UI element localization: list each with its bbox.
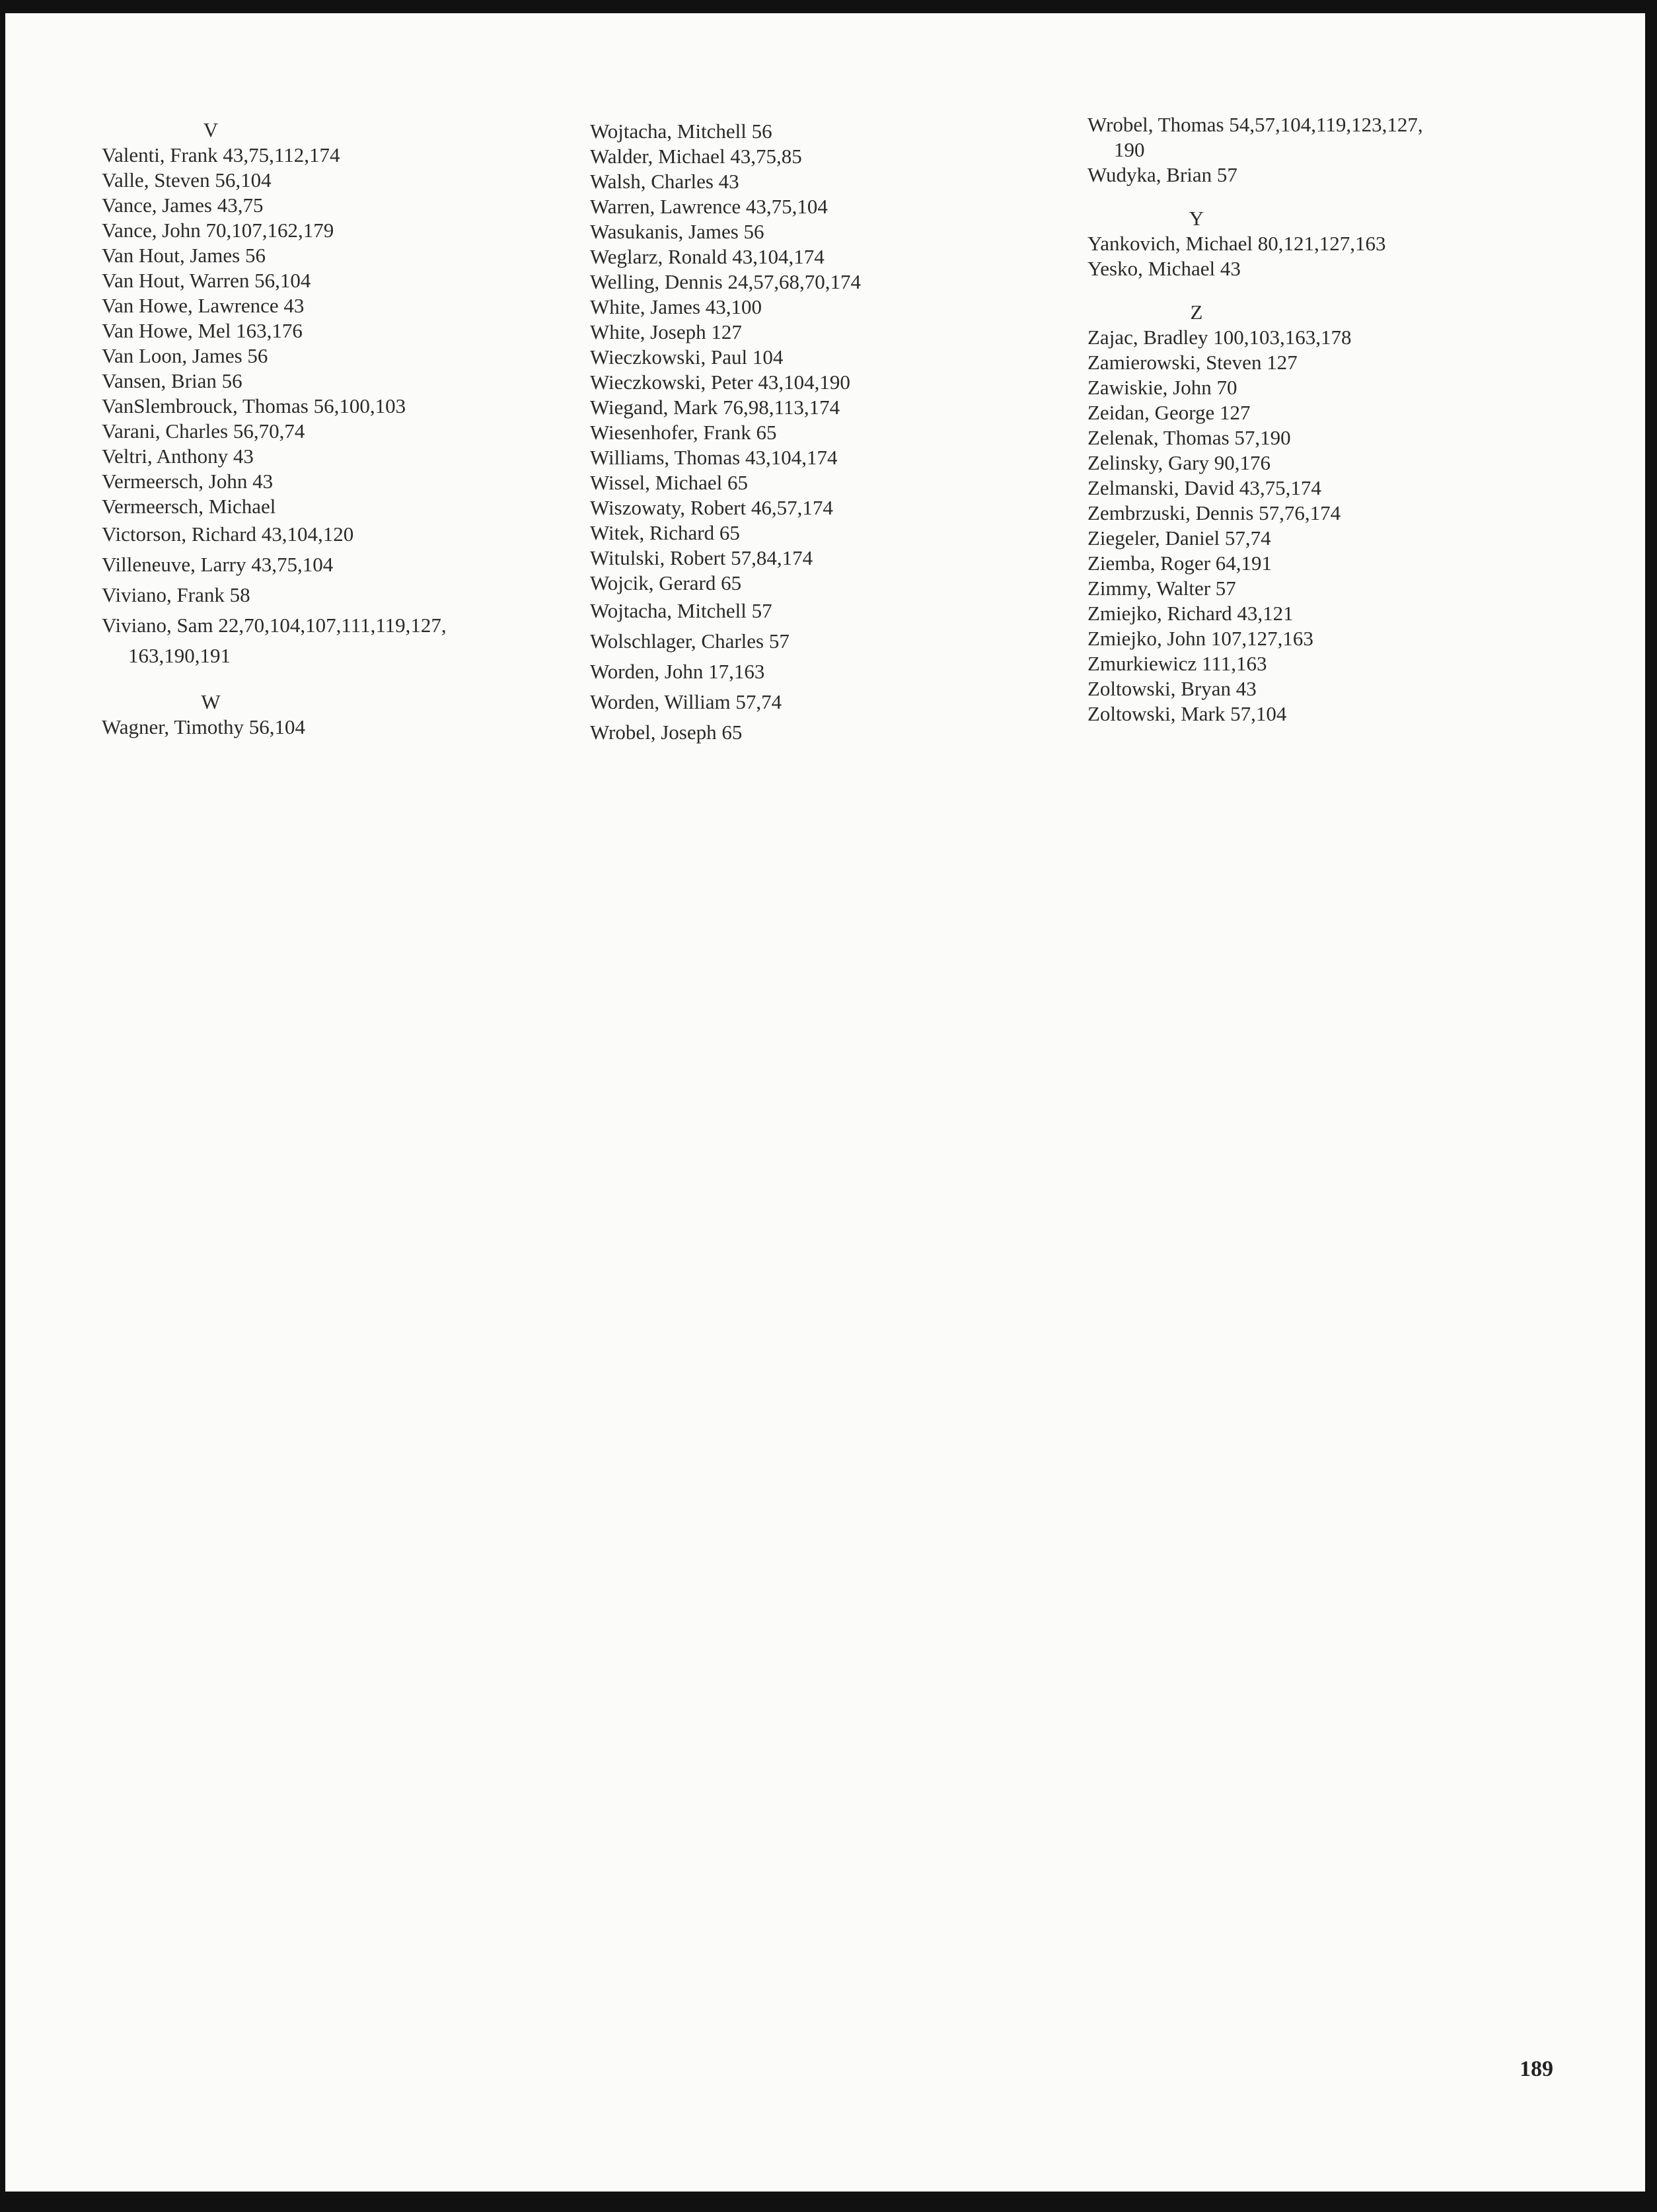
index-entry: Veltri, Anthony 43 <box>102 445 254 468</box>
index-entry: Zajac, Bradley 100,103,163,178 <box>1087 326 1352 349</box>
index-entry: Yesko, Michael 43 <box>1087 257 1241 280</box>
index-entry: Zmiejko, John 107,127,163 <box>1087 627 1313 650</box>
index-entry: Zelenak, Thomas 57,190 <box>1087 426 1291 449</box>
index-entry: Vance, John 70,107,162,179 <box>102 219 334 242</box>
index-entry: Wojtacha, Mitchell 57 <box>590 599 772 622</box>
index-entry-continuation: 190 <box>1114 138 1145 161</box>
index-entry: Yankovich, Michael 80,121,127,163 <box>1087 232 1386 255</box>
index-entry: Walder, Michael 43,75,85 <box>590 145 802 168</box>
index-entry: Wolschlager, Charles 57 <box>590 629 790 653</box>
index-entry: Zamierowski, Steven 127 <box>1087 351 1298 374</box>
index-entry: Zembrzuski, Dennis 57,76,174 <box>1087 501 1341 524</box>
section-letter-z: Z <box>1190 301 1203 324</box>
index-entry: Walsh, Charles 43 <box>590 170 739 193</box>
index-column-1 <box>102 118 564 740</box>
index-entry: White, Joseph 127 <box>590 320 742 343</box>
index-entry: Zawiskie, John 70 <box>1087 376 1237 399</box>
index-entry: Wiesenhofer, Frank 65 <box>590 421 777 444</box>
index-entry: Weglarz, Ronald 43,104,174 <box>590 245 825 268</box>
index-entry: Wojtacha, Mitchell 56 <box>590 120 772 143</box>
index-entry: Wudyka, Brian 57 <box>1087 163 1237 186</box>
index-entry: Wieczkowski, Paul 104 <box>590 345 784 369</box>
index-entry: Villeneuve, Larry 43,75,104 <box>102 553 334 576</box>
index-entry: Wiegand, Mark 76,98,113,174 <box>590 396 840 419</box>
index-entry: Wasukanis, James 56 <box>590 220 764 243</box>
index-entry: Zmurkiewicz 111,163 <box>1087 652 1267 675</box>
index-entry: Wagner, Timothy 56,104 <box>102 715 306 738</box>
index-entry: Wiszowaty, Robert 46,57,174 <box>590 496 833 519</box>
section-spacer <box>102 671 564 690</box>
index-entry: Wrobel, Thomas 54,57,104,119,123,127, <box>1087 113 1423 136</box>
index-column-3 <box>1087 112 1550 727</box>
index-entry: Zimmy, Walter 57 <box>1087 577 1236 600</box>
index-entry: Zoltowski, Bryan 43 <box>1087 677 1257 700</box>
index-entry: Zelmanski, David 43,75,174 <box>1087 476 1321 499</box>
section-letter-v: V <box>203 118 219 141</box>
index-entry: Vance, James 43,75 <box>102 194 264 217</box>
index-entry: Wieczkowski, Peter 43,104,190 <box>590 371 850 394</box>
index-entry: Van Howe, Lawrence 43 <box>102 294 305 317</box>
index-entry: Ziegeler, Daniel 57,74 <box>1087 526 1271 550</box>
index-entry: Vermeersch, Michael <box>102 495 276 518</box>
index-entry: Worden, John 17,163 <box>590 660 765 683</box>
index-entry-continuation: 163,190,191 <box>128 644 231 667</box>
index-entry: Viviano, Sam 22,70,104,107,111,119,127, <box>102 614 447 637</box>
index-entry: Valenti, Frank 43,75,112,174 <box>102 143 340 166</box>
index-entry: White, James 43,100 <box>590 295 762 318</box>
index-entry: Victorson, Richard 43,104,120 <box>102 522 354 546</box>
section-spacer <box>1087 188 1550 206</box>
page-number: 189 <box>1520 2057 1553 2081</box>
index-entry: Wissel, Michael 65 <box>590 471 748 494</box>
index-entry: Zoltowski, Mark 57,104 <box>1087 702 1287 725</box>
index-column-2 <box>590 119 1052 748</box>
index-entry: VanSlembrouck, Thomas 56,100,103 <box>102 394 406 417</box>
index-entry: Wojcik, Gerard 65 <box>590 571 742 594</box>
index-entry: Van Howe, Mel 163,176 <box>102 319 303 342</box>
index-entry: Zeidan, George 127 <box>1087 401 1251 424</box>
index-entry: Welling, Dennis 24,57,68,70,174 <box>590 270 861 293</box>
index-entry: Vansen, Brian 56 <box>102 369 242 392</box>
index-entry: Varani, Charles 56,70,74 <box>102 419 305 443</box>
index-entry: Van Hout, Warren 56,104 <box>102 269 311 292</box>
index-entry: Worden, William 57,74 <box>590 690 782 713</box>
index-entry: Zmiejko, Richard 43,121 <box>1087 602 1294 625</box>
index-entry: Witek, Richard 65 <box>590 521 740 544</box>
index-entry: Wrobel, Joseph 65 <box>590 721 743 744</box>
index-entry: Williams, Thomas 43,104,174 <box>590 446 838 469</box>
index-entry: Valle, Steven 56,104 <box>102 168 272 192</box>
section-spacer <box>1087 281 1550 300</box>
index-entry: Vermeersch, John 43 <box>102 470 274 493</box>
index-entry: Witulski, Robert 57,84,174 <box>590 546 813 569</box>
index-entry: Van Loon, James 56 <box>102 344 268 367</box>
index-entry: Ziemba, Roger 64,191 <box>1087 552 1272 575</box>
index-page <box>5 13 1645 2192</box>
index-entry: Warren, Lawrence 43,75,104 <box>590 195 828 218</box>
section-letter-w: W <box>201 690 221 713</box>
index-entry: Van Hout, James 56 <box>102 244 266 267</box>
index-entry: Zelinsky, Gary 90,176 <box>1087 451 1270 474</box>
index-entry: Viviano, Frank 58 <box>102 583 250 606</box>
section-letter-y: Y <box>1189 207 1204 230</box>
